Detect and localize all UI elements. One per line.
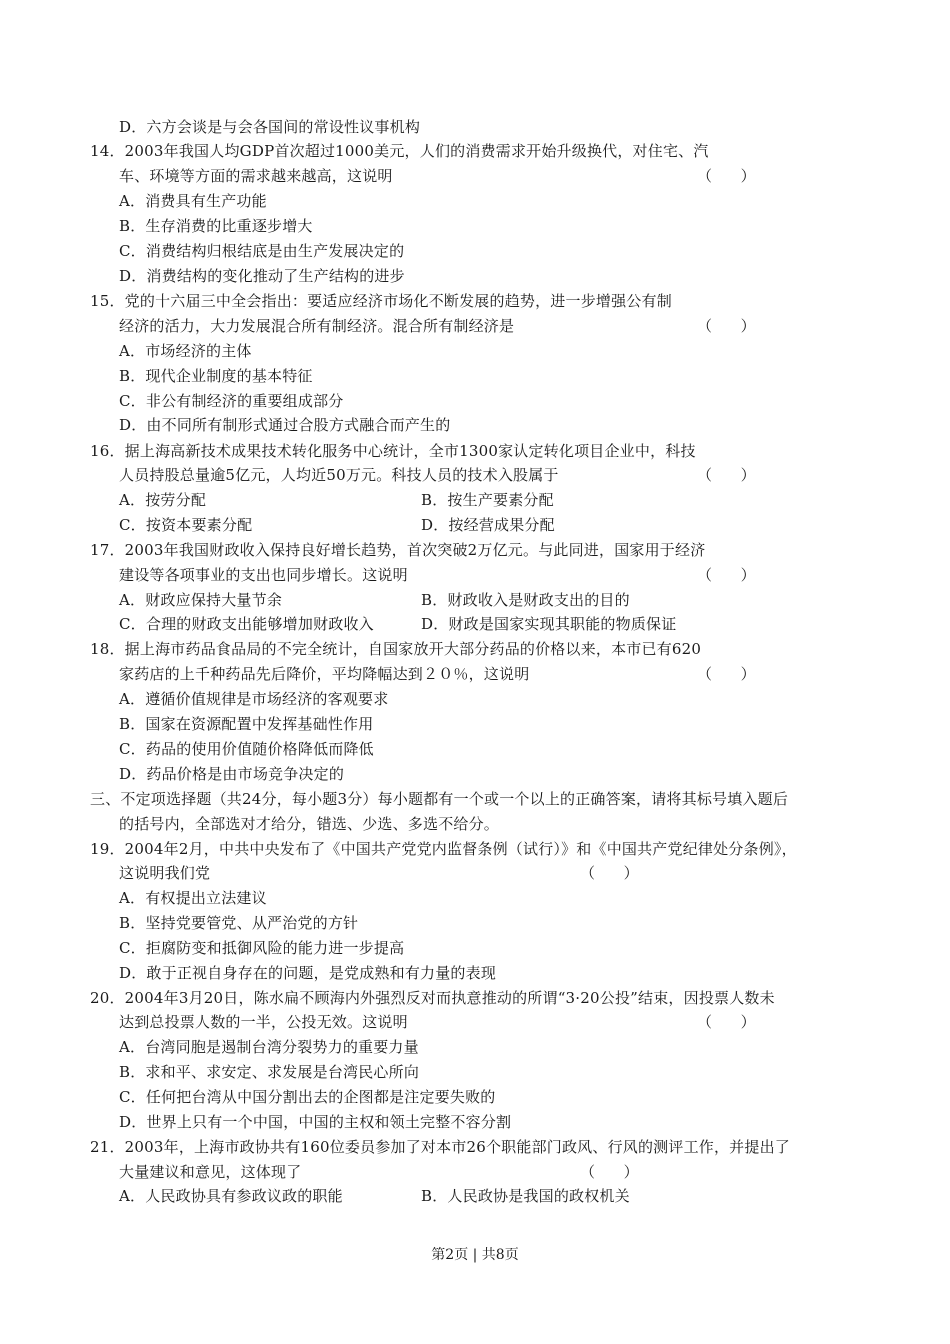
text-line: C．任何把台湾从中国分割出去的企图都是注定要失败的	[119, 1088, 496, 1106]
text-line: 车、环境等方面的需求越来越高，这说明	[119, 167, 393, 185]
text-line: C．合理的财政支出能够增加财政收入	[119, 615, 374, 633]
text-line: B．求和平、求安定、求发展是台湾民心所向	[119, 1063, 420, 1081]
answer-blank: （ ）	[697, 1013, 756, 1031]
text-line: D．财政是国家实现其职能的物质保证	[421, 615, 677, 633]
text-line: 19．2004年2月，中共中央发布了《中国共产党党内监督条例（试行）》和《中国共产党纪律处分条例》，	[90, 840, 797, 858]
text-line: 17．2003年我国财政收入保持良好增长趋势，首次突破2万亿元。与此同进，国家用于经济	[90, 541, 706, 559]
text-line: 人员持股总量逾5亿元，人均近50万元。科技人员的技术入股属于	[119, 466, 559, 484]
text-line: 家药店的上千种药品先后降价，平均降幅达到２０％，这说明	[119, 665, 530, 683]
text-line: B．现代企业制度的基本特征	[119, 367, 313, 385]
text-line: C．拒腐防变和抵御风险的能力进一步提高	[119, 939, 405, 957]
text-line: A．按劳分配	[119, 491, 207, 509]
text-line: D．世界上只有一个中国，中国的主权和领土完整不容分割	[119, 1113, 512, 1131]
text-line: A．财政应保持大量节余	[119, 591, 283, 609]
answer-blank: （ ）	[580, 864, 639, 882]
text-line: D．敢于正视自身存在的问题，是党成熟和有力量的表现	[119, 964, 497, 982]
text-line: B．按生产要素分配	[421, 491, 554, 509]
answer-blank: （ ）	[697, 167, 756, 185]
text-line: 三、不定项选择题（共24分，每小题3分）每小题都有一个或一个以上的正确答案，请将其标号填入题后	[90, 790, 789, 808]
text-line: 达到总投票人数的一半，公投无效。这说明	[119, 1013, 408, 1031]
text-line: 16．据上海高新技术成果技术转化服务中心统计，全市1300家认定转化项目企业中，科技	[90, 442, 696, 460]
answer-blank: （ ）	[697, 317, 756, 335]
text-line: A．台湾同胞是遏制台湾分裂势力的重要力量	[119, 1038, 419, 1056]
text-line: D．六方会谈是与会各国间的常设性议事机构	[119, 118, 421, 136]
text-line: B．生存消费的比重逐步增大	[119, 217, 313, 235]
text-line: C．按资本要素分配	[119, 516, 253, 534]
text-line: C．药品的使用价值随价格降低而降低	[119, 740, 374, 758]
answer-blank: （ ）	[697, 566, 756, 584]
page-footer: 第2页 | 共8页	[431, 1247, 519, 1263]
text-line: B．国家在资源配置中发挥基础性作用	[119, 715, 374, 733]
text-line: 14．2003年我国人均GDP首次超过1000美元，人们的消费需求开始升级换代，对住宅、汽	[90, 142, 709, 160]
text-line: 这说明我们党	[119, 864, 211, 882]
text-line: 建设等各项事业的支出也同步增长。这说明	[119, 566, 408, 584]
text-line: B．财政收入是财政支出的目的	[421, 591, 630, 609]
text-line: D．由不同所有制形式通过合股方式融合而产生的	[119, 416, 451, 434]
text-line: 经济的活力，大力发展混合所有制经济。混合所有制经济是	[119, 317, 515, 335]
text-line: 21．2003年，上海市政协共有160位委员参加了对本市26个职能部门政风、行风的测评工作，并提出了	[90, 1138, 790, 1156]
text-line: A．市场经济的主体	[119, 342, 252, 360]
answer-blank: （ ）	[580, 1163, 639, 1181]
text-line: 的括号内，全部选对才给分，错选、少选、多选不给分。	[119, 815, 500, 833]
text-line: 15．党的十六届三中全会指出：要适应经济市场化不断发展的趋势，进一步增强公有制	[90, 292, 672, 310]
text-line: C．消费结构归根结底是由生产发展决定的	[119, 242, 405, 260]
text-line: B．坚持党要管党、从严治党的方针	[119, 914, 359, 932]
text-line: D．按经营成果分配	[421, 516, 555, 534]
text-line: A．有权提出立法建议	[119, 889, 267, 907]
text-line: A．人民政协具有参政议政的职能	[119, 1187, 343, 1205]
text-line: D．药品价格是由市场竞争决定的	[119, 765, 345, 783]
text-line: C．非公有制经济的重要组成部分	[119, 392, 344, 410]
text-line: A．消费具有生产功能	[119, 192, 267, 210]
text-line: 18．据上海市药品食品局的不完全统计，自国家放开大部分药品的价格以来，本市已有620	[90, 640, 702, 658]
text-line: D．消费结构的变化推动了生产结构的进步	[119, 267, 405, 285]
text-line: B．人民政协是我国的政权机关	[421, 1187, 630, 1205]
text-line: 20．2004年3月20日，陈水扁不顾海内外强烈反对而执意推动的所谓“3·20公投”结束，因投票人数未	[90, 989, 775, 1007]
text-line: A．遵循价值规律是市场经济的客观要求	[119, 690, 389, 708]
answer-blank: （ ）	[697, 466, 756, 484]
answer-blank: （ ）	[697, 665, 756, 683]
text-line: 大量建议和意见，这体现了	[119, 1163, 302, 1181]
